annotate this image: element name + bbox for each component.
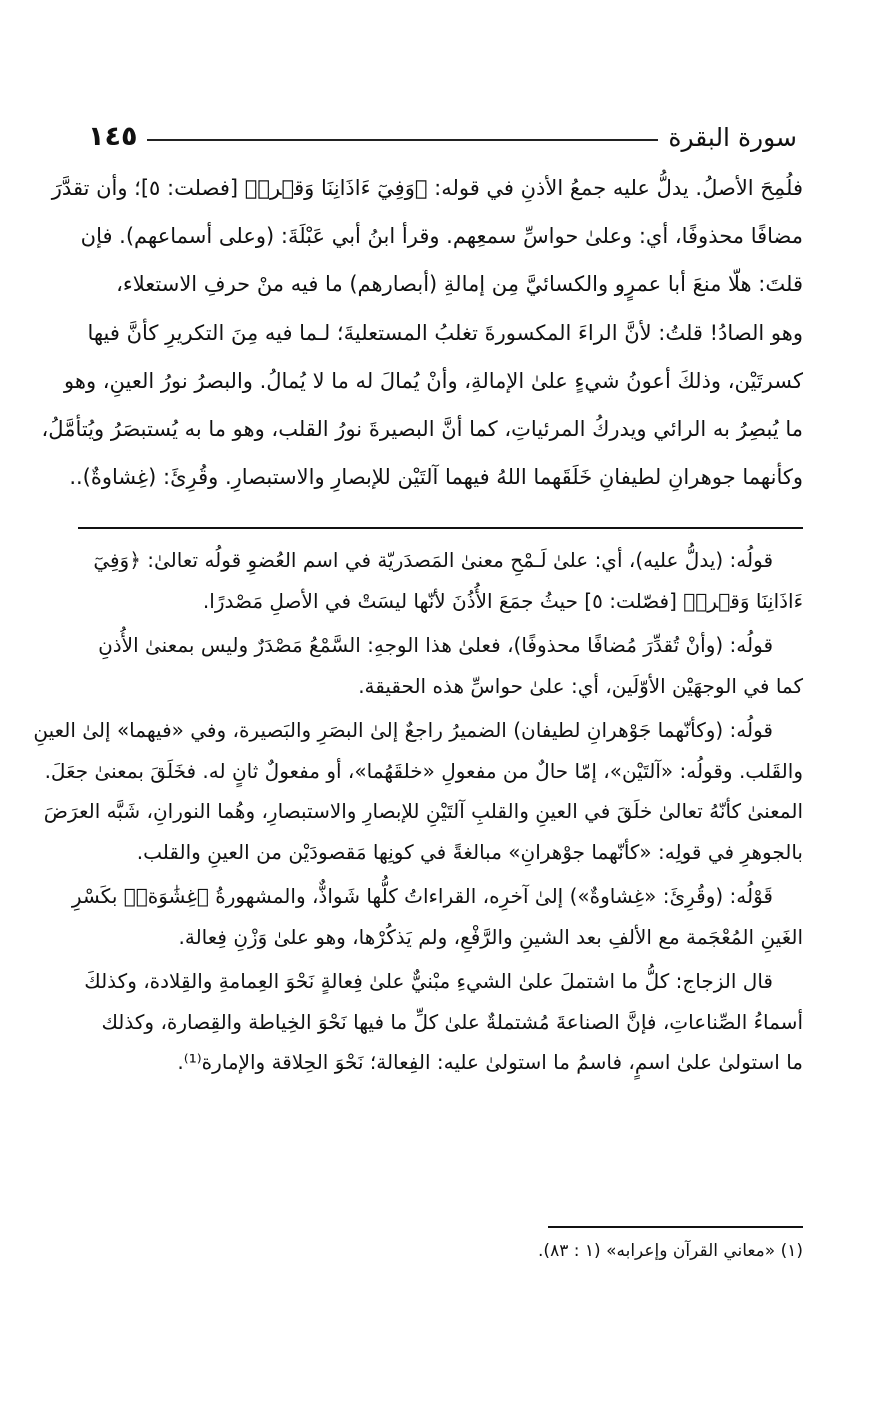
commentary-paragraph [78, 625, 803, 706]
surah-title: سورة البقرة [668, 123, 797, 152]
commentary-line: ءَاذَانِنَا وَقۡرٞ﴾ [فصّلت: ٥] حيثُ جمَعَ الأُذُنَ لأنّها ليسَتْ في الأصلِ مَصْدرًا. [202, 588, 803, 613]
commentary-line: قولُه: (يدلُّ عليه)، أي: علىٰ لَـمْحِ معنىٰ المَصدَريّة في اسم العُضوِ قولُه تعالىٰ: ﴿وَفِيٓ [93, 548, 773, 572]
main-text-line: ما يُبصِرُ به الرائي ويدركُ المرئياتِ، كما أنَّ البصيرةَ نورُ القلب، وهو ما به يُستبصَرُ ويُتأمَّلُ، [41, 417, 803, 442]
main-text-divider [78, 527, 803, 529]
page-number: ١٤٥ [88, 121, 138, 152]
commentary-paragraph [78, 540, 803, 621]
commentary-line: ما استولىٰ علىٰ اسمٍ، فاسمُ ما استولىٰ عليه: الفِعالة؛ نَحْوَ الحِلاقة والإمارة⁽¹⁾. [177, 1050, 803, 1074]
main-text-line: كسرتَيْن، وذلكَ أعونُ شيءٍ علىٰ الإمالةِ، وأنْ يُمالَ له ما لا يُمالُ. والبصرُ نورُ العينِ، وهو [64, 368, 803, 393]
commentary-line: قَوْلُه: (وقُرِئَ: «غِشاوةٌ») إلىٰ آخرِه، القراءاتُ كلُّها شَواذٌّ، والمشهورةُ ﴿غِشَٰوَةٞ﴾ بكَسْرِ [71, 884, 773, 908]
commentary-paragraph [71, 876, 803, 957]
commentary-line: أسماءُ الصِّناعاتِ، فإنَّ الصناعةَ مُشتملةٌ علىٰ كلِّ ما فيها نَحْوَ الخِياطة والقِصارة، وكذلك [101, 1009, 803, 1034]
commentary-paragraph [33, 710, 803, 872]
commentary-line: قولُه: (وكأنّهما جَوْهرانِ لطيفان) الضميرُ راجعٌ إلىٰ البصَرِ والبَصيرة، وفي «فيهما» إلىٰ العينِ [33, 718, 773, 742]
main-text-line: فلُمِحَ الأصلُ. يدلُّ عليه جمعُ الأذنِ في قوله: ﴿وَفِيٓ ءَاذَانِنَا وَقۡرٞ﴾ [فصلت: ٥]؛ وأن تقدَّرَ [51, 176, 803, 200]
header-rule [147, 139, 658, 141]
commentary-line: الغَينِ المُعْجَمة مع الألفِ بعد الشينِ والرَّفْعِ، ولم يَذكُرْها، وهو علىٰ وَزْنِ فِعالة. [178, 924, 803, 949]
commentary-line: بالجوهرِ في قولِه: «كأنّهما جوْهرانِ» مبالغةً في كونِها مَقصودَيْن من العينِ والقلب. [136, 839, 803, 864]
footnote-divider [548, 1226, 803, 1228]
commentary-line: والقَلب. وقولُه: «آلتَيْن»، إمّا حالٌ من مفعولِ «خلقَهُما»، أو مفعولٌ ثانٍ له. فخَلَقَ بمعنىٰ جعَلَ. [44, 758, 803, 783]
page-header [88, 112, 797, 152]
commentary-paragraph [78, 961, 803, 1083]
footnote: (١) «معاني القرآن وإعرابه» (١ : ٨٣). [538, 1241, 803, 1261]
main-text [41, 164, 803, 501]
main-text-line: قلتَ: هلّا منعَ أبا عمرٍو والكسائيَّ مِن إمالةِ (أبصارهم) ما فيه منْ حرفِ الاستعلاء، [116, 272, 803, 297]
commentary-line: قال الزجاج: كلُّ ما اشتملَ علىٰ الشيءِ مبْنيٌّ علىٰ فِعالةٍ نَحْوَ العِمامةِ والقِلادة، وكذلكَ [84, 969, 773, 993]
commentary-line: المعنىٰ كأنّهُ تعالىٰ خلَقَ في العينِ والقلبِ آلتَيْنِ للإبصارِ والاستبصارِ، وهُما النورانِ، شَبَّه العرَضَ [43, 799, 803, 823]
commentary-line: كما في الوجهَيْن الأوّلَين، أي: علىٰ حواسِّ هذه الحقيقة. [358, 673, 803, 698]
main-text-line: وهو الصادُ! قلتُ: لأنَّ الراءَ المكسورةَ تغلبُ المستعليةَ؛ لـما فيه مِنَ التكريرِ كأنَّ فيها [87, 320, 803, 345]
commentary [33, 540, 803, 1087]
commentary-line: قولُه: (وأنْ تُقدِّرَ مُضافًا محذوفًا)، فعلىٰ هذا الوجهِ: السَّمْعُ مَصْدَرٌ وليس بمعنىٰ الأُذنِ [98, 633, 773, 657]
main-text-line: مضافًا محذوفًا، أي: وعلىٰ حواسِّ سمعِهم. وقرأ ابنُ أبي عَبْلَةَ: (وعلى أسماعهم). فإن [80, 224, 803, 249]
main-text-line: وكأنهما جوهرانِ لطيفانِ خَلَقَهما اللهُ فيهما آلتَيْن للإبصارِ والاستبصارِ. وقُرِئَ: (غِشاوةٌ).. [69, 465, 803, 490]
